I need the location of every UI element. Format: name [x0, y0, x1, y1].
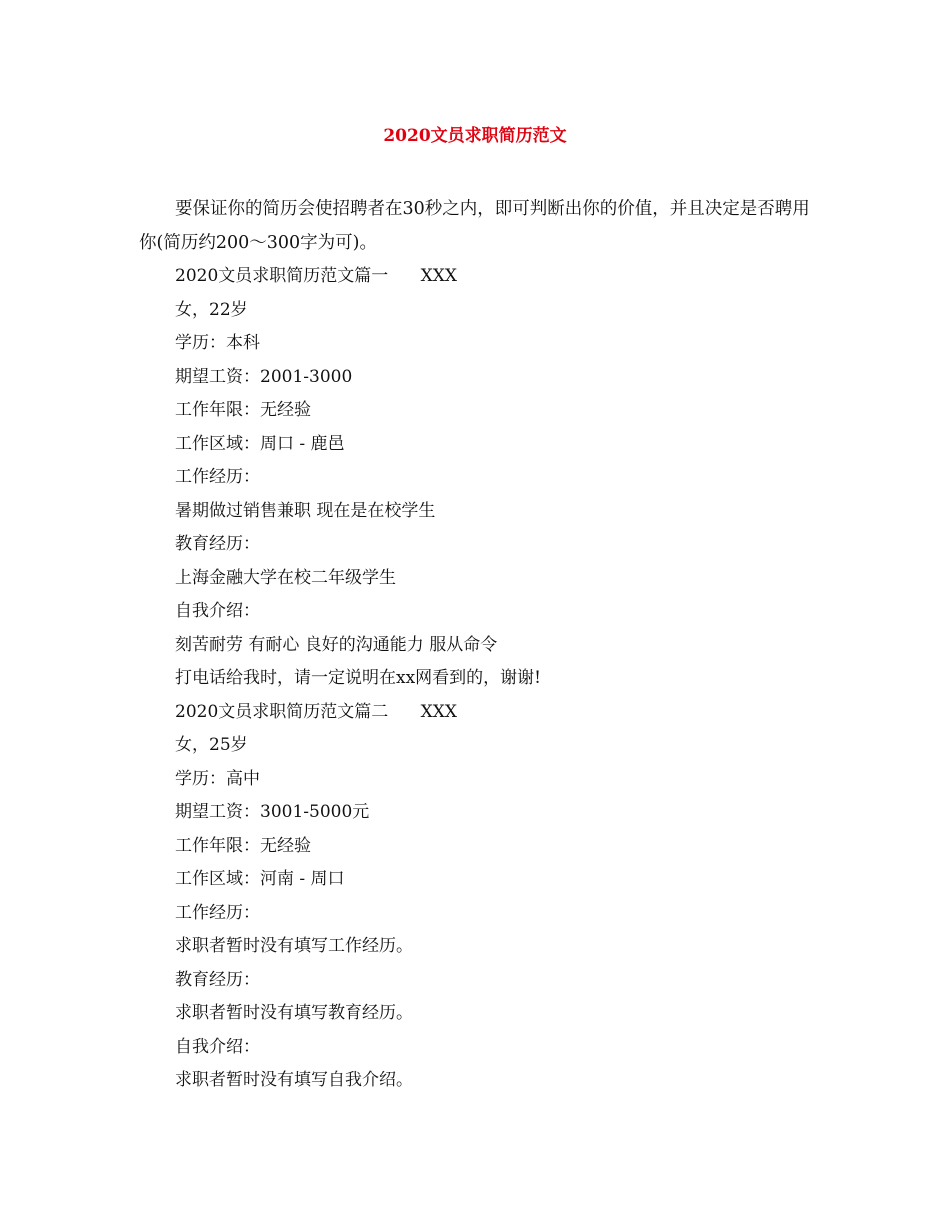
resume-line: 期望工资：2001-3000: [175, 366, 353, 387]
resume-line: 教育经历：: [175, 534, 260, 554]
resume-line: 工作年限：无经验: [175, 835, 311, 856]
resume-line: 打电话给我时，请一定说明在xx网看到的，谢谢!: [175, 668, 542, 688]
resume-line: 学历：高中: [175, 768, 260, 789]
resume-lines: [175, 260, 835, 1098]
resume-line: 工作年限：无经验: [175, 400, 311, 420]
resume-line: 求职者暂时没有填写教育经历。: [175, 1003, 413, 1023]
document-title: 2020文员求职简历范文: [383, 126, 567, 146]
resume-line: 工作区域：河南 - 周口: [175, 869, 345, 889]
resume-line: 女，22岁: [175, 299, 248, 320]
resume-line: 工作经历：: [175, 902, 260, 923]
resume-line: 教育经历：: [175, 969, 260, 990]
resume-line: 2020文员求职简历范文篇二 XXX: [175, 701, 457, 722]
resume-line: 学历：本科: [175, 333, 260, 353]
resume-line: 期望工资：3001-5000元: [175, 802, 370, 822]
resume-line: 求职者暂时没有填写工作经历。: [175, 936, 413, 956]
resume-line: 自我介绍：: [175, 1036, 260, 1057]
resume-line: 工作区域：周口 - 鹿邑: [175, 433, 345, 454]
resume-line: 求职者暂时没有填写自我介绍。: [175, 1070, 413, 1090]
resume-line: 2020文员求职简历范文篇一 XXX: [175, 266, 457, 286]
resume-line: 暑期做过销售兼职 现在是在校学生: [175, 500, 436, 521]
intro-paragraph: 要保证你的简历会使招聘者在30秒之内，即可判断出你的价值，并且决定是否聘用你(简历约200～300字为可)。: [139, 199, 810, 253]
resume-line: 自我介绍：: [175, 601, 260, 621]
resume-line: 刻苦耐劳 有耐心 良好的沟通能力 服从命令: [175, 634, 498, 655]
resume-line: 工作经历：: [175, 467, 260, 487]
resume-line: 上海金融大学在校二年级学生: [175, 567, 396, 588]
resume-line: 女，25岁: [175, 735, 248, 755]
